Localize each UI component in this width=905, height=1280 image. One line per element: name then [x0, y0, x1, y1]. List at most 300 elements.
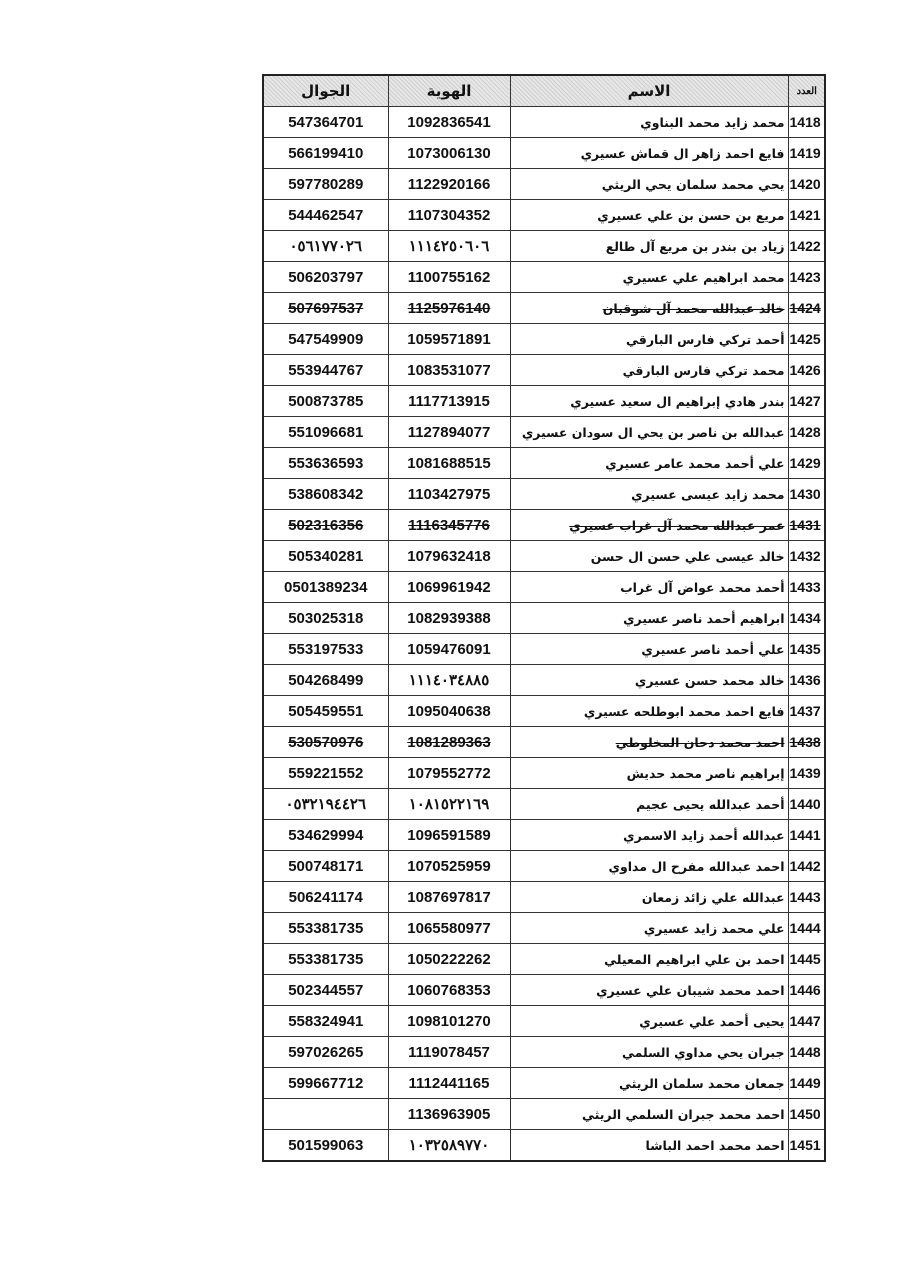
- name-cell-text: إبراهيم ناصر محمد حديش: [626, 765, 785, 781]
- number-cell-text: 1430: [789, 486, 821, 502]
- id-cell: [388, 572, 510, 603]
- number-cell-text: 1446: [789, 982, 821, 998]
- name-cell-text: احمد محمد جبران السلمي الريثي: [581, 1106, 785, 1122]
- header-name: الاسم: [510, 75, 788, 107]
- name-cell-text: محمد زايد عيسى عسيري: [631, 486, 785, 502]
- mobile-cell: [263, 324, 388, 355]
- mobile-cell-text: 503025318: [288, 609, 364, 627]
- number-cell-text: 1441: [789, 827, 821, 843]
- number-cell: [788, 1006, 825, 1037]
- table-row: [263, 1099, 825, 1130]
- id-cell-text: 1103427975: [407, 485, 491, 503]
- name-cell-text: زياد بن بندر بن مريع آل طالع: [605, 238, 785, 254]
- name-cell-text: جمعان محمد سلمان الريثي: [618, 1075, 785, 1091]
- mobile-cell: [263, 355, 388, 386]
- name-cell: [510, 820, 788, 851]
- table-row: [263, 417, 825, 448]
- mobile-cell: [263, 479, 388, 510]
- number-cell: [788, 851, 825, 882]
- mobile-cell: [263, 448, 388, 479]
- id-cell-text: ١١١٤٠٣٤٨٨٥: [408, 672, 490, 689]
- mobile-cell-text: 530570976: [288, 733, 364, 751]
- mobile-cell: [263, 417, 388, 448]
- id-cell-text: 1082939388: [407, 609, 491, 627]
- name-cell-text: عبدالله أحمد زايد الاسمري: [623, 827, 785, 843]
- table-row: [263, 851, 825, 882]
- number-cell-text: 1426: [789, 362, 821, 378]
- number-cell: [788, 541, 825, 572]
- mobile-cell-text: 505459551: [288, 702, 364, 720]
- name-cell-text: محمد تركي فارس البارقي: [622, 362, 785, 378]
- number-cell: [788, 510, 825, 541]
- records-sheet: [262, 74, 824, 1162]
- id-cell: [388, 975, 510, 1006]
- id-cell: [388, 944, 510, 975]
- id-cell-text: 1079552772: [407, 764, 491, 782]
- mobile-cell: [263, 820, 388, 851]
- name-cell-text: عبدالله علي زائد زمعان: [641, 889, 785, 905]
- table-row: [263, 665, 825, 696]
- mobile-cell-text: 500873785: [288, 392, 364, 410]
- id-cell: [388, 634, 510, 665]
- number-cell: [788, 169, 825, 200]
- number-cell: [788, 324, 825, 355]
- id-cell-text: 1059476091: [407, 640, 491, 658]
- name-cell-text: يحي محمد سلمان يحي الريثي: [601, 176, 785, 192]
- mobile-cell: [263, 107, 388, 138]
- number-cell-text: 1421: [789, 207, 821, 223]
- table-row: [263, 510, 825, 541]
- table-row: [263, 913, 825, 944]
- name-cell: [510, 975, 788, 1006]
- name-cell: [510, 386, 788, 417]
- mobile-cell: [263, 386, 388, 417]
- name-cell: [510, 882, 788, 913]
- mobile-cell: [263, 944, 388, 975]
- mobile-cell: [263, 789, 388, 820]
- mobile-cell: [263, 851, 388, 882]
- id-cell: [388, 1037, 510, 1068]
- name-cell-text: عمر عبدالله محمد آل غراب عسيري: [569, 517, 785, 533]
- table-row: [263, 107, 825, 138]
- id-cell: [388, 448, 510, 479]
- mobile-cell-text: 547364701: [288, 113, 364, 131]
- table-row: [263, 758, 825, 789]
- id-cell-text: 1107304352: [407, 206, 491, 224]
- name-cell-text: عبدالله بن ناصر بن يحي ال سودان عسيري: [521, 424, 785, 440]
- name-cell-text: احمد عبدالله مفرح ال مداوي: [608, 858, 785, 874]
- id-cell: [388, 1068, 510, 1099]
- id-cell-text: 1112441165: [408, 1074, 490, 1092]
- mobile-cell-text: 547549909: [288, 330, 364, 348]
- mobile-cell-text: 553636593: [288, 454, 364, 472]
- mobile-cell: [263, 510, 388, 541]
- mobile-cell-text: 0501389234: [284, 578, 368, 596]
- number-cell-text: 1429: [789, 455, 821, 471]
- table-row: [263, 944, 825, 975]
- number-cell-text: 1434: [789, 610, 821, 626]
- id-cell: [388, 727, 510, 758]
- mobile-cell: [263, 1037, 388, 1068]
- table-row: [263, 293, 825, 324]
- number-cell-text: 1440: [789, 796, 821, 812]
- name-cell: [510, 789, 788, 820]
- id-cell-text: ١٠٨١٥٢٢١٦٩: [408, 796, 490, 813]
- name-cell-text: فايع احمد محمد ابوطلحه عسيري: [583, 703, 785, 719]
- name-cell-text: يحيى أحمد علي عسيري: [639, 1013, 785, 1029]
- name-cell-text: احمد محمد دحان المخلوطي: [615, 734, 785, 750]
- name-cell: [510, 758, 788, 789]
- name-cell: [510, 727, 788, 758]
- name-cell: [510, 1037, 788, 1068]
- number-cell: [788, 820, 825, 851]
- name-cell: [510, 665, 788, 696]
- id-cell-text: 1079632418: [407, 547, 491, 565]
- mobile-cell: [263, 727, 388, 758]
- table-row: [263, 634, 825, 665]
- id-cell-text: 1065580977: [407, 919, 491, 937]
- number-cell-text: 1432: [789, 548, 821, 564]
- name-cell: [510, 324, 788, 355]
- mobile-cell-text: 500748171: [288, 857, 364, 875]
- mobile-cell: [263, 541, 388, 572]
- number-cell-text: 1422: [789, 238, 821, 254]
- mobile-cell-text: 538608342: [288, 485, 364, 503]
- mobile-cell: [263, 262, 388, 293]
- id-cell-text: 1122920166: [407, 175, 491, 193]
- records-table: [262, 74, 826, 1162]
- number-cell-text: 1439: [789, 765, 821, 781]
- id-cell-text: 1081289363: [407, 733, 491, 751]
- id-cell-text: 1095040638: [407, 702, 491, 720]
- number-cell: [788, 200, 825, 231]
- name-cell-text: أحمد تركي فارس البارقي: [626, 331, 785, 347]
- mobile-cell-text: 551096681: [288, 423, 364, 441]
- mobile-cell: [263, 572, 388, 603]
- name-cell-text: بندر هادي إبراهيم ال سعيد عسيري: [570, 393, 785, 409]
- table-row: [263, 1130, 825, 1162]
- number-cell-text: 1428: [789, 424, 821, 440]
- name-cell: [510, 851, 788, 882]
- id-cell: [388, 510, 510, 541]
- number-cell: [788, 355, 825, 386]
- number-cell: [788, 975, 825, 1006]
- name-cell: [510, 479, 788, 510]
- mobile-cell-text: 558324941: [288, 1012, 364, 1030]
- number-cell-text: 1435: [789, 641, 821, 657]
- mobile-cell-text: 597026265: [288, 1043, 364, 1061]
- id-cell-text: 1069961942: [407, 578, 491, 596]
- id-cell-text: 1100755162: [407, 268, 491, 286]
- name-cell: [510, 634, 788, 665]
- name-cell-text: خالد عيسى علي حسن ال حسن: [590, 548, 785, 564]
- mobile-cell: [263, 634, 388, 665]
- id-cell: [388, 665, 510, 696]
- number-cell-text: 1436: [789, 672, 821, 688]
- table-row: [263, 696, 825, 727]
- number-cell: [788, 603, 825, 634]
- header-num: العدد: [788, 75, 825, 107]
- number-cell-text: 1443: [789, 889, 821, 905]
- mobile-cell: [263, 1099, 388, 1130]
- number-cell-text: 1447: [789, 1013, 821, 1029]
- name-cell: [510, 200, 788, 231]
- mobile-cell-text: 506241174: [288, 888, 363, 906]
- id-cell: [388, 820, 510, 851]
- table-row: [263, 541, 825, 572]
- number-cell: [788, 262, 825, 293]
- id-cell: [388, 169, 510, 200]
- mobile-cell-text: 553381735: [288, 919, 364, 937]
- header-mobile: الجوال: [263, 75, 388, 107]
- number-cell-text: 1418: [789, 114, 821, 130]
- mobile-cell-text: 534629994: [288, 826, 364, 844]
- id-cell: [388, 138, 510, 169]
- id-cell-text: 1096591589: [407, 826, 491, 844]
- table-row: [263, 231, 825, 262]
- mobile-cell-text: 599667712: [288, 1074, 364, 1092]
- number-cell-text: 1451: [789, 1137, 821, 1153]
- mobile-cell: [263, 603, 388, 634]
- id-cell-text: 1136963905: [407, 1105, 491, 1123]
- id-cell: [388, 200, 510, 231]
- id-cell: [388, 758, 510, 789]
- name-cell-text: احمد محمد احمد الباشا: [645, 1137, 785, 1153]
- table-row: [263, 1037, 825, 1068]
- name-cell: [510, 231, 788, 262]
- number-cell: [788, 386, 825, 417]
- name-cell: [510, 138, 788, 169]
- header-row: [263, 75, 825, 107]
- id-cell-text: 1127894077: [407, 423, 491, 441]
- name-cell: [510, 1130, 788, 1162]
- name-cell: [510, 1099, 788, 1130]
- number-cell: [788, 138, 825, 169]
- id-cell: [388, 262, 510, 293]
- id-cell-text: 1050222262: [407, 950, 491, 968]
- name-cell: [510, 1068, 788, 1099]
- number-cell-text: 1424: [789, 300, 821, 316]
- id-cell-text: 1081688515: [407, 454, 491, 472]
- number-cell: [788, 293, 825, 324]
- number-cell: [788, 1130, 825, 1162]
- table-row: [263, 386, 825, 417]
- name-cell-text: خالد محمد حسن عسيري: [634, 672, 785, 688]
- id-cell-text: 1092836541: [407, 113, 491, 131]
- number-cell: [788, 1068, 825, 1099]
- mobile-cell-text: 553944767: [288, 361, 364, 379]
- name-cell-text: فايع احمد زاهر ال قماش عسيري: [580, 145, 785, 161]
- id-cell: [388, 541, 510, 572]
- number-cell: [788, 665, 825, 696]
- number-cell: [788, 944, 825, 975]
- name-cell: [510, 1006, 788, 1037]
- mobile-cell: [263, 882, 388, 913]
- table-row: [263, 975, 825, 1006]
- table-row: [263, 789, 825, 820]
- id-cell-text: 1059571891: [407, 330, 491, 348]
- table-row: [263, 200, 825, 231]
- table-row: [263, 324, 825, 355]
- name-cell: [510, 293, 788, 324]
- number-cell: [788, 913, 825, 944]
- id-cell-text: 1125976140: [407, 299, 491, 317]
- mobile-cell: [263, 138, 388, 169]
- mobile-cell: [263, 913, 388, 944]
- table-row: [263, 448, 825, 479]
- name-cell: [510, 262, 788, 293]
- number-cell: [788, 696, 825, 727]
- name-cell: [510, 169, 788, 200]
- table-row: [263, 572, 825, 603]
- id-cell: [388, 603, 510, 634]
- number-cell: [788, 758, 825, 789]
- name-cell-text: احمد محمد شيبان علي عسيري: [596, 982, 785, 998]
- number-cell: [788, 882, 825, 913]
- id-cell-text: 1083531077: [407, 361, 491, 379]
- number-cell-text: 1442: [789, 858, 821, 874]
- table-body: [263, 107, 825, 1162]
- id-cell: [388, 355, 510, 386]
- number-cell-text: 1433: [789, 579, 821, 595]
- name-cell-text: علي محمد زايد عسيري: [643, 920, 785, 936]
- mobile-cell: [263, 1130, 388, 1162]
- header-id: الهوية: [388, 75, 510, 107]
- table-row: [263, 727, 825, 758]
- id-cell-text: 1119078457: [408, 1043, 490, 1061]
- id-cell: [388, 882, 510, 913]
- name-cell: [510, 572, 788, 603]
- number-cell: [788, 231, 825, 262]
- name-cell: [510, 107, 788, 138]
- number-cell-text: 1448: [789, 1044, 821, 1060]
- name-cell-text: أحمد محمد عواض آل غراب: [620, 579, 785, 595]
- name-cell: [510, 417, 788, 448]
- mobile-cell-text: 553381735: [288, 950, 364, 968]
- name-cell-text: محمد زايد محمد البناوي: [640, 114, 785, 130]
- number-cell-text: 1427: [789, 393, 821, 409]
- id-cell-text: 1098101270: [407, 1012, 491, 1030]
- mobile-cell-text: 544462547: [288, 206, 364, 224]
- id-cell-text: 1117713915: [408, 392, 490, 410]
- mobile-cell: [263, 231, 388, 262]
- id-cell: [388, 293, 510, 324]
- id-cell: [388, 913, 510, 944]
- number-cell-text: 1431: [789, 517, 821, 533]
- id-cell: [388, 1099, 510, 1130]
- mobile-cell: [263, 293, 388, 324]
- id-cell: [388, 479, 510, 510]
- mobile-cell-text: 505340281: [288, 547, 364, 565]
- id-cell: [388, 1130, 510, 1162]
- name-cell-text: خالد عبدالله محمد آل شوقبان: [602, 300, 785, 316]
- id-cell: [388, 324, 510, 355]
- id-cell-text: 1060768353: [407, 981, 491, 999]
- mobile-cell-text: 553197533: [288, 640, 364, 658]
- mobile-cell-text: 502344557: [288, 981, 364, 999]
- number-cell-text: 1449: [789, 1075, 821, 1091]
- mobile-cell-text: 502316356: [288, 516, 364, 534]
- number-cell-text: 1420: [789, 176, 821, 192]
- mobile-cell: [263, 665, 388, 696]
- name-cell: [510, 944, 788, 975]
- number-cell-text: 1425: [789, 331, 821, 347]
- mobile-cell-text: 506203797: [288, 268, 364, 286]
- name-cell: [510, 913, 788, 944]
- table-row: [263, 169, 825, 200]
- name-cell-text: جبران يحي مداوي السلمي: [621, 1044, 785, 1060]
- number-cell-text: 1450: [789, 1106, 821, 1122]
- table-row: [263, 1006, 825, 1037]
- mobile-cell-text: ٠٥٣٢١٩٤٤٢٦: [285, 796, 367, 813]
- number-cell: [788, 1099, 825, 1130]
- name-cell: [510, 355, 788, 386]
- number-cell-text: 1419: [789, 145, 821, 161]
- id-cell: [388, 417, 510, 448]
- number-cell: [788, 789, 825, 820]
- id-cell-text: 1070525959: [407, 857, 491, 875]
- id-cell: [388, 1006, 510, 1037]
- mobile-cell-text: 597780289: [288, 175, 364, 193]
- mobile-cell-text: 559221552: [288, 764, 364, 782]
- table-row: [263, 882, 825, 913]
- number-cell-text: 1438: [789, 734, 821, 750]
- table-row: [263, 603, 825, 634]
- table-row: [263, 138, 825, 169]
- mobile-cell: [263, 975, 388, 1006]
- id-cell-text: 1116345776: [408, 516, 490, 534]
- mobile-cell: [263, 200, 388, 231]
- id-cell: [388, 231, 510, 262]
- name-cell-text: علي أحمد محمد عامر عسيري: [605, 455, 785, 471]
- name-cell-text: ابراهيم أحمد ناصر عسيري: [623, 610, 785, 626]
- number-cell: [788, 107, 825, 138]
- id-cell: [388, 696, 510, 727]
- table-row: [263, 479, 825, 510]
- mobile-cell-text: 504268499: [288, 671, 364, 689]
- name-cell: [510, 696, 788, 727]
- number-cell-text: 1423: [789, 269, 821, 285]
- mobile-cell-text: 566199410: [288, 144, 364, 162]
- mobile-cell: [263, 758, 388, 789]
- id-cell: [388, 789, 510, 820]
- name-cell-text: مريع بن حسن بن علي عسيري: [597, 207, 785, 223]
- table-row: [263, 1068, 825, 1099]
- number-cell: [788, 634, 825, 665]
- name-cell: [510, 448, 788, 479]
- id-cell: [388, 107, 510, 138]
- id-cell-text: 1073006130: [407, 144, 491, 162]
- name-cell-text: محمد ابراهيم علي عسيري: [622, 269, 785, 285]
- table-row: [263, 355, 825, 386]
- mobile-cell: [263, 696, 388, 727]
- name-cell: [510, 541, 788, 572]
- mobile-cell: [263, 1006, 388, 1037]
- table-row: [263, 262, 825, 293]
- number-cell: [788, 727, 825, 758]
- number-cell-text: 1444: [789, 920, 821, 936]
- number-cell: [788, 479, 825, 510]
- name-cell: [510, 603, 788, 634]
- name-cell-text: احمد بن علي ابراهيم المعيلي: [604, 951, 785, 967]
- mobile-cell-text: 507697537: [288, 299, 364, 317]
- number-cell: [788, 417, 825, 448]
- number-cell: [788, 448, 825, 479]
- number-cell: [788, 572, 825, 603]
- id-cell-text: ١٠٣٢٥٨٩٧٧٠: [408, 1137, 490, 1154]
- mobile-cell: [263, 1068, 388, 1099]
- id-cell-text: 1087697817: [407, 888, 491, 906]
